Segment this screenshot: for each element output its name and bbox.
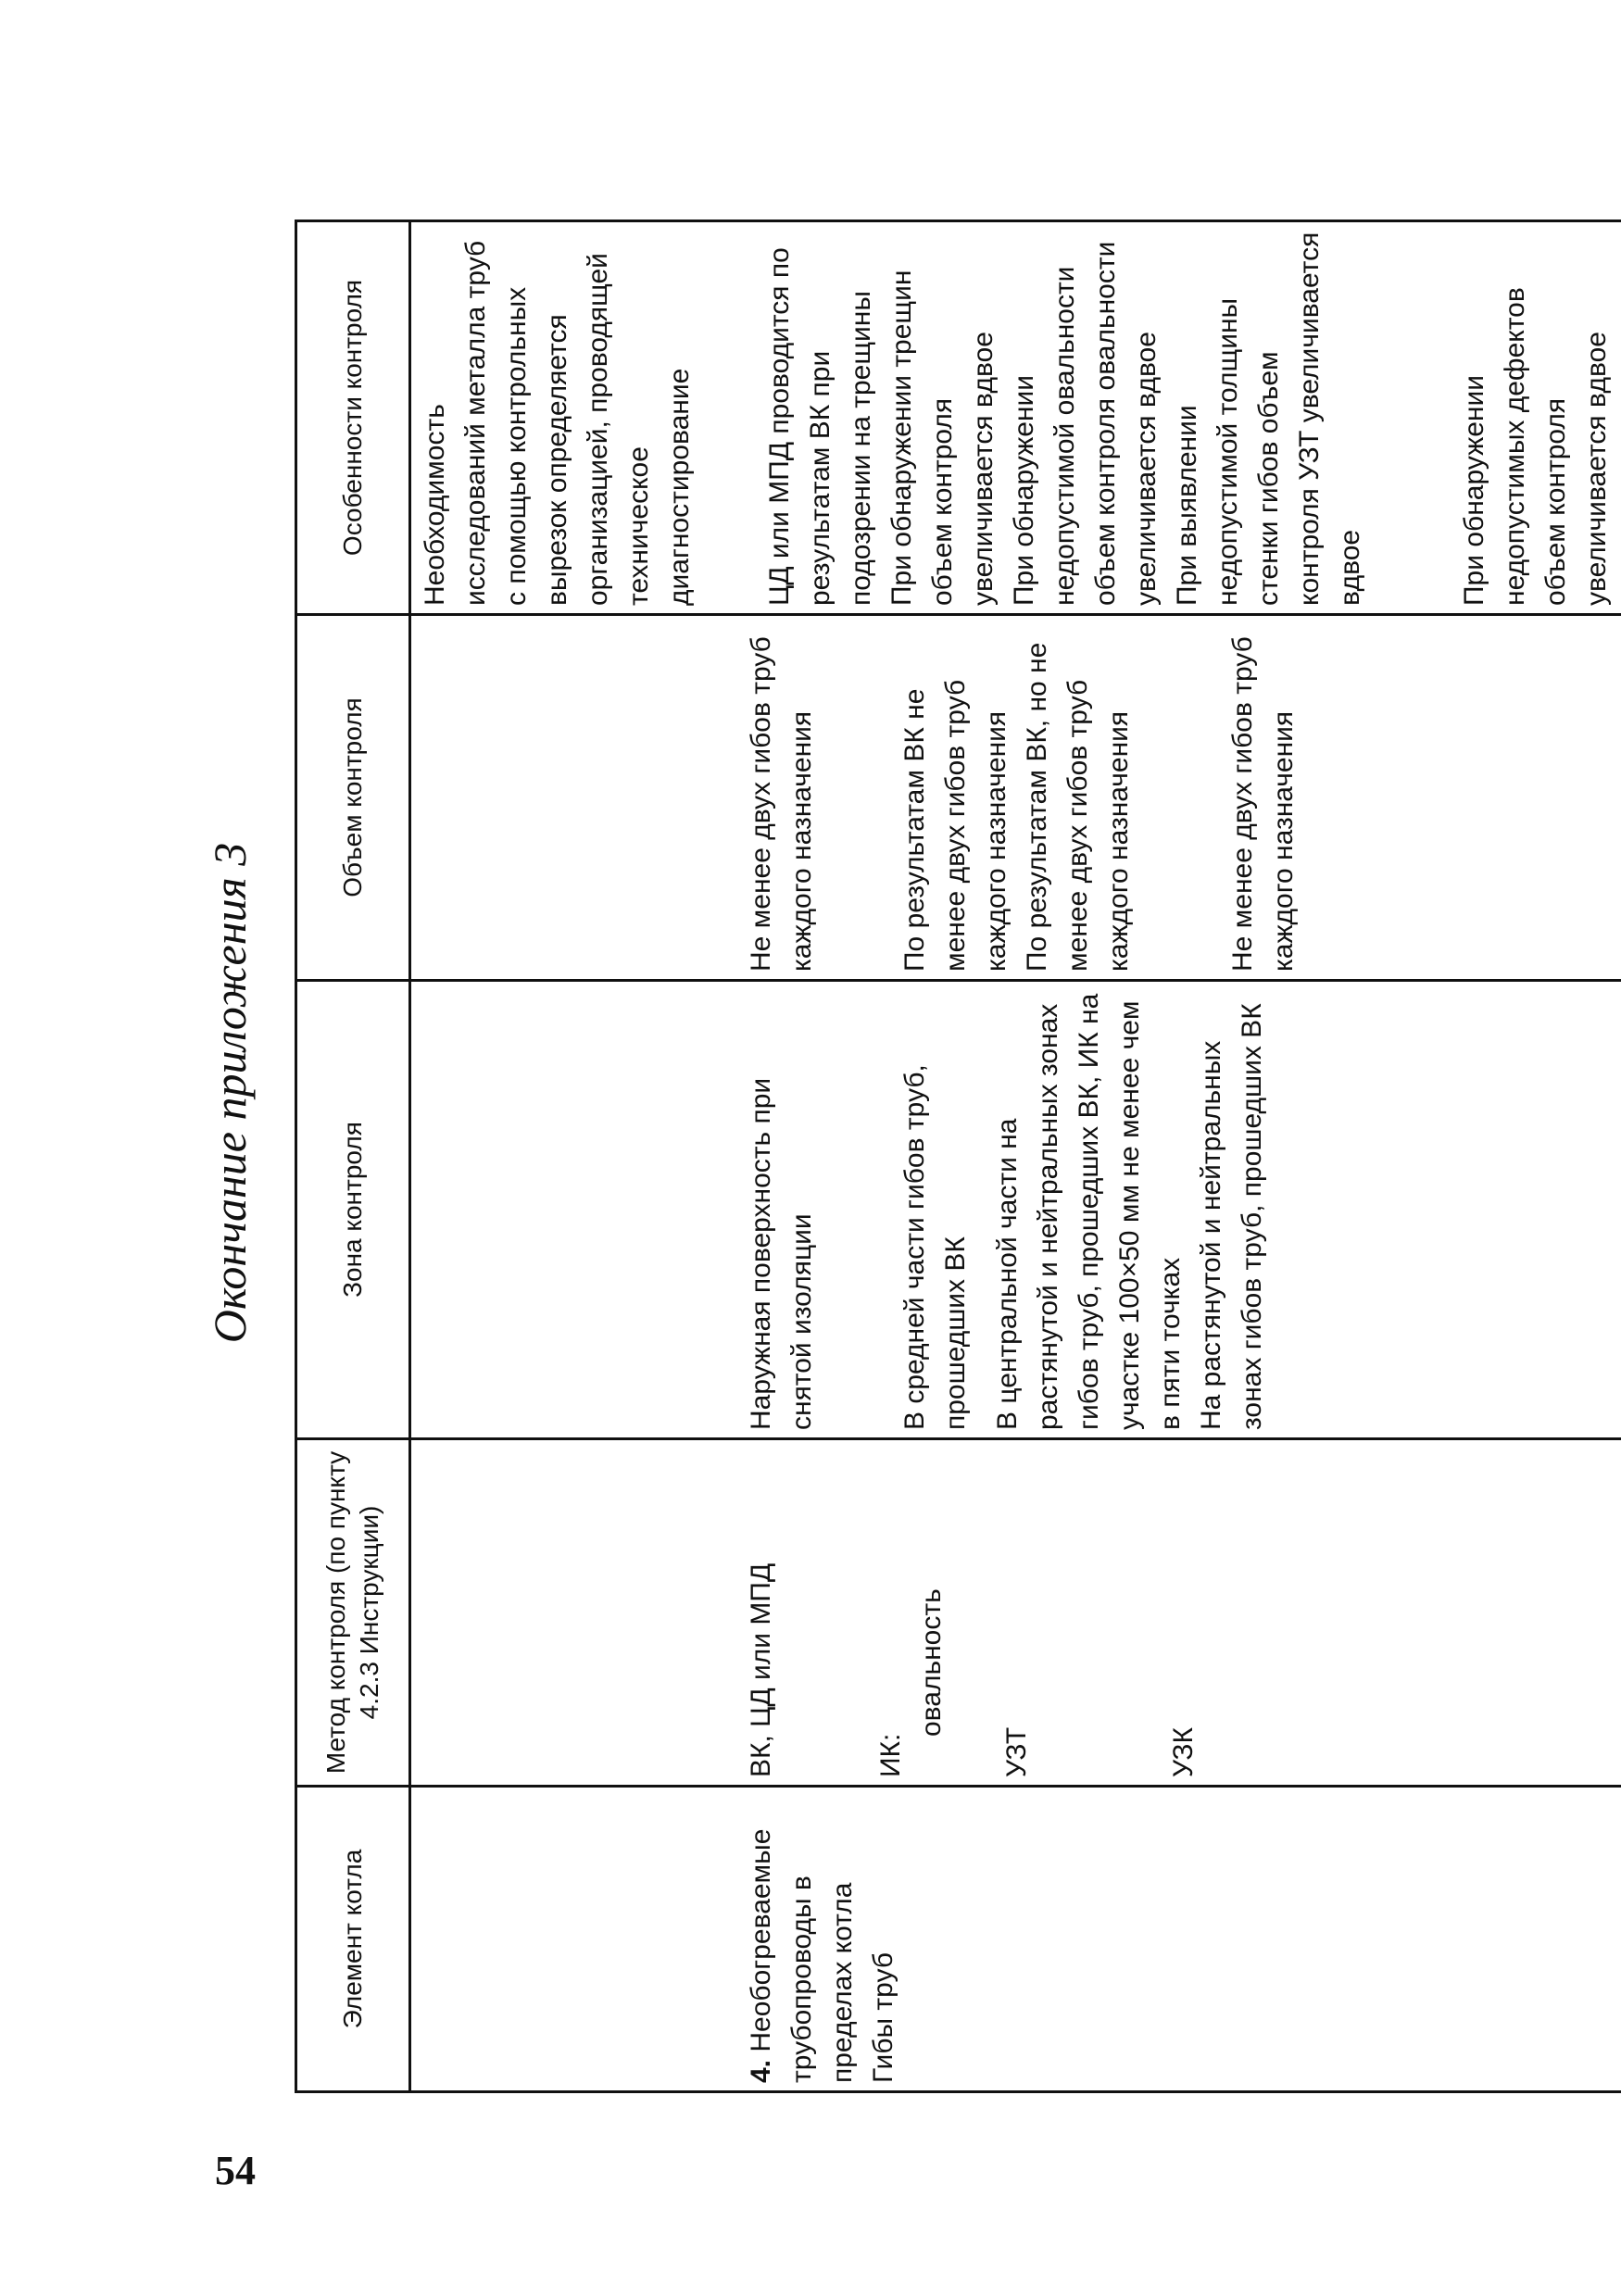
method-3: УЗТ (1001, 1726, 1032, 1777)
volume-1: Не менее двух гибов труб каждого назначения (746, 636, 817, 972)
header-zone: Зона контроля (296, 981, 410, 1439)
table-header-row (296, 221, 410, 2092)
features-1a: ЦД или МПД проводится по результатам ВК при подозрении на трещины (764, 247, 876, 606)
section-number: 4. (746, 2059, 776, 2083)
features-4: При обнаружении недопустимых дефектов объем контроля увеличивается вдвое (1459, 287, 1612, 606)
header-element: Элемент котла (296, 1787, 410, 2092)
method-2: ИК: (875, 1733, 906, 1777)
control-methods-table (295, 220, 1621, 2093)
header-features: Особенности контроля (296, 221, 410, 615)
cell-features (410, 221, 1621, 615)
cell-method (410, 1439, 1621, 1787)
cell-element (410, 1787, 1621, 2092)
features-1b: При обнаружении трещин объем контроля увеличивается вдвое (886, 270, 999, 606)
zone-1: Наружная поверхность при снятой изоляции (746, 1077, 817, 1430)
features-3: При выявлении недопустимой толщины стенки гибов объем контроля УЗТ увеличивается вдвое (1172, 232, 1365, 606)
zone-4: На растянутой и нейтральных зонах гибов труб, прошедших ВК (1196, 1003, 1267, 1430)
table-subtitle: Окончание приложения 3 (204, 842, 256, 1344)
method-1: ВК, ЦД или МПД (746, 1562, 776, 1777)
features-2: При обнаружении недопустимой овальности объем контроля овальности увеличивается вдвое (1009, 241, 1162, 606)
zone-2: В средней части гибов труб, прошедших ВК (899, 1064, 971, 1430)
cell-volume (410, 615, 1621, 981)
volume-4: Не менее двух гибов труб каждого назначения (1227, 636, 1299, 972)
method-4: УЗК (1168, 1727, 1199, 1777)
rotated-page-content (202, 222, 1612, 2093)
page-number: 54 (215, 2148, 256, 2193)
section-title (741, 1795, 863, 2083)
table-body-row (410, 221, 1621, 2092)
volume-3: По результатам ВК, но не менее двух гибов труб каждого назначения (1022, 642, 1134, 972)
volume-2: По результатам ВК не менее двух гибов труб каждого назначения (899, 679, 1012, 972)
cell-zone (410, 981, 1621, 1439)
features-note: Необходимость исследований металла труб с помощью контрольных вырезок определяется организацией, проводящей техническое диагностирование (420, 240, 695, 606)
method-2-sub: овальность (916, 1588, 947, 1737)
section-name: Необогреваемые трубопроводы в пределах котла (746, 1828, 858, 2083)
zone-3: В центральной части на растянутой и нейтральных зонах гибов труб, прошедших ВК, ИК на участке 100×50 мм не менее чем в пяти точках (992, 993, 1186, 1430)
section-subtitle: Гибы труб (868, 1951, 898, 2083)
header-method: Метод контроля (по пункту 4.2.3 Инструкции) (296, 1439, 410, 1787)
header-volume: Объем контроля (296, 615, 410, 981)
